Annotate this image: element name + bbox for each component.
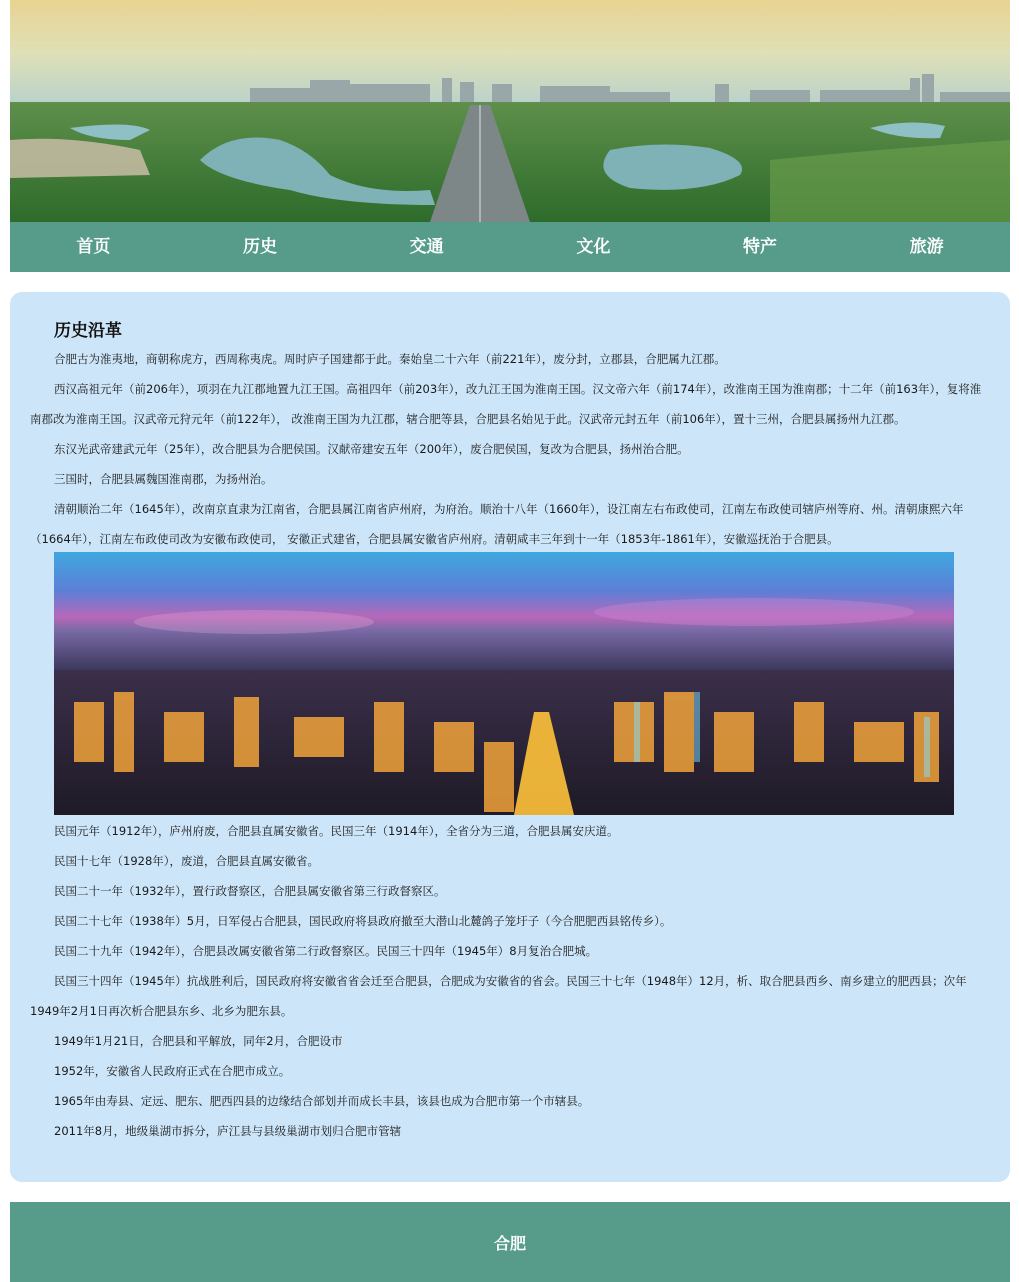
history-article-card	[10, 292, 1010, 1182]
article-paragraph: 民国二十一年（1932年），置行政督察区，合肥县属安徽省第三行政督察区。	[54, 884, 446, 898]
article-paragraph: 东汉光武帝建武元年（25年），改合肥县为合肥侯国。汉献帝建安五年（200年），废合肥侯国，复改为合肥县，扬州治合肥。	[54, 442, 689, 456]
nav-item-transport[interactable]: 交通	[409, 237, 444, 257]
article-paragraphs-bottom	[30, 816, 992, 1146]
article-title: 历史沿革	[54, 321, 122, 341]
nav-item-home[interactable]: 首页	[76, 237, 111, 257]
article-paragraph: 1949年1月21日，合肥县和平解放，同年2月，合肥设市	[54, 1034, 343, 1048]
nav-item-culture[interactable]: 文化	[576, 237, 611, 257]
city-night-panorama-image	[54, 552, 954, 815]
article-paragraphs-top	[30, 344, 992, 554]
footer-title: 合肥	[493, 1233, 526, 1253]
article-paragraph: 民国十七年（1928年），废道，合肥县直属安徽省。	[54, 854, 320, 868]
article-paragraph: 西汉高祖元年（前206年），项羽在九江郡地置九江王国。高祖四年（前203年），改九江王国为淮南王国。汉文帝六年（前174年），改淮南王国为淮南郡；十二年（前163年），复将淮南郡改为淮南王国。汉武帝元狩元年（前122年）， 改淮南王国为九江郡，辖合肥等县，合肥县名始见于此。汉武帝元封五年（前106年），置十三州，合肥县属扬州九江郡。	[30, 382, 982, 426]
article-paragraph: 民国二十七年（1938年）5月，日军侵占合肥县，国民政府将县政府撤至大潜山北麓鸽子笼圩子（今合肥肥西县铭传乡）。	[54, 914, 672, 928]
article-paragraph: 2011年8月，地级巢湖市拆分，庐江县与县级巢湖市划归合肥市管辖	[54, 1124, 402, 1138]
header-banner-image	[10, 0, 1010, 222]
article-paragraph: 合肥古为淮夷地，商朝称虎方，西周称夷虎。周时庐子国建都于此。秦始皇二十六年（前221年），废分封，立郡县，合肥属九江郡。	[54, 352, 726, 366]
article-paragraph: 民国三十四年（1945年）抗战胜利后，国民政府将安徽省省会迁至合肥县，合肥成为安徽省的省会。民国三十七年（1948年）12月，析、取合肥县西乡、南乡建立的肥西县；次年1949年2月1日再次析合肥县东乡、北乡为肥东县。	[30, 974, 967, 1018]
main-nav	[10, 222, 1010, 272]
article-paragraph: 1965年由寿县、定远、肥东、肥西四县的边缘结合部划并而成长丰县，该县也成为合肥市第一个市辖县。	[54, 1094, 590, 1108]
nav-item-history[interactable]: 历史	[243, 237, 277, 257]
nav-item-tourism[interactable]: 旅游	[909, 237, 944, 257]
nav-item-specialty[interactable]: 特产	[743, 237, 778, 257]
article-paragraph: 1952年，安徽省人民政府正式在合肥市成立。	[54, 1064, 291, 1078]
article-paragraph: 三国时，合肥县属魏国淮南郡，为扬州治。	[54, 472, 273, 486]
page-footer	[10, 1202, 1010, 1282]
article-paragraph: 清朝顺治二年（1645年），改南京直隶为江南省，合肥县属江南省庐州府，为府治。顺治十八年（1660年），设江南左右布政使司，江南左布政使司辖庐州等府、州。清朝康熙六年（1664年），江南左布政使司改为安徽布政使司， 安徽正式建省，合肥县属安徽省庐州府。清朝咸丰三年到十一年（1853年-1861年），安徽巡抚治于合肥县。	[30, 502, 964, 546]
article-paragraph: 民国二十九年（1942年），合肥县改属安徽省第二行政督察区。民国三十四年（1945年）8月复治合肥城。	[54, 944, 598, 958]
article-paragraph: 民国元年（1912年），庐州府废，合肥县直属安徽省。民国三年（1914年），全省分为三道，合肥县属安庆道。	[54, 824, 619, 838]
